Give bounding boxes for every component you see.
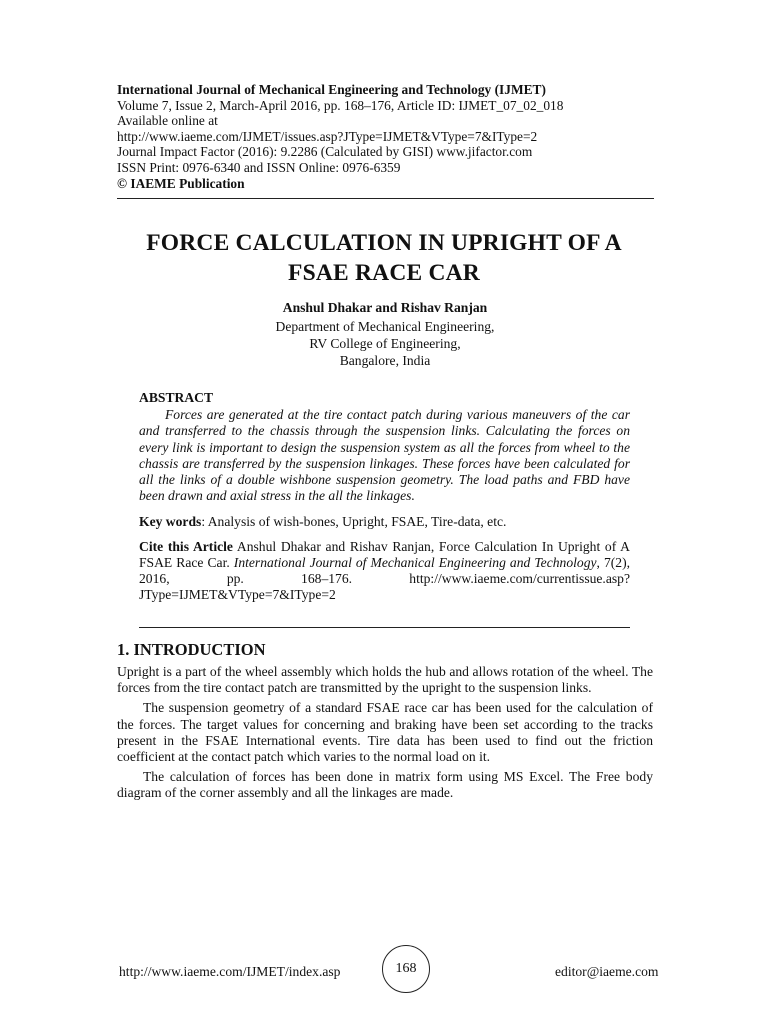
page-number-text: 168 — [395, 961, 417, 976]
intro-paragraph-2: The suspension geometry of a standard FSAE race car has been used for the calculation of the forces. The target values for concerning and braking have been set according to the tracks present in the FSAE International events. Tire data has been used to find out the friction coefficient at the contact patch which varies to the normal load on it. — [117, 700, 653, 765]
affiliation — [117, 318, 653, 369]
abstract-text: Forces are generated at the tire contact patch during various maneuvers of the car and transferred to the chassis through the suspension links. Calculating the forces on every link is important to design the suspension system as all the forces from wheel to the chassis are transferred by the suspension linkages. These forces have been calculated for all the links of a double wishbone suspension geometry. The load paths and FBD have been drawn and axial stress in the all the linkages. — [139, 407, 630, 504]
impact-factor: Journal Impact Factor (2016): 9.2286 (Calculated by GISI) www.jifactor.com — [117, 144, 533, 160]
affiliation-city: Bangalore, India — [339, 353, 431, 368]
intro-paragraph-3: The calculation of forces has been done in matrix form using MS Excel. The Free body diagram of the corner assembly and all the linkages are made. — [117, 769, 653, 801]
header-divider — [117, 198, 654, 199]
footer-email[interactable]: editor@iaeme.com — [555, 964, 659, 979]
cite-url[interactable]: http://www.iaeme.com/currentissue.asp?JType=IJMET&VType=7&IType=2 — [139, 571, 630, 603]
footer-url[interactable]: http://www.iaeme.com/IJMET/index.asp — [119, 964, 341, 979]
paper-title — [90, 228, 678, 288]
title-line-2: FSAE RACE CAR — [288, 260, 480, 286]
page-number — [382, 945, 430, 993]
keywords-label: Key words — [139, 514, 202, 530]
keywords-text: : Analysis of wish-bones, Upright, FSAE, Tire-data, etc. — [201, 514, 507, 530]
cite-journal: International Journal of Mechanical Engineering and Technology — [233, 554, 597, 570]
affiliation-college: RV College of Engineering, — [309, 336, 461, 351]
abstract-block — [139, 390, 630, 603]
title-line-1: FORCE CALCULATION IN UPRIGHT OF A — [146, 230, 622, 256]
intro-paragraph-1: Upright is a part of the wheel assembly which holds the hub and allows rotation of the wheel. The forces from the tire contact patch are transmitted by the upright to the suspension links. — [117, 664, 653, 696]
journal-volume: Volume 7, Issue 2, March-April 2016, pp. 168–176, Article ID: IJMET_07_02_018 — [117, 97, 564, 113]
keywords — [139, 514, 630, 530]
journal-name: International Journal of Mechanical Engineering and Technology (IJMET) — [117, 82, 546, 97]
abstract-divider — [139, 627, 630, 628]
cite-label: Cite this Article — [139, 538, 233, 554]
section-heading-introduction: 1. INTRODUCTION — [117, 640, 266, 659]
publisher: © IAEME Publication — [117, 175, 245, 191]
available-online: Available online at — [117, 113, 218, 129]
authors: Anshul Dhakar and Rishav Ranjan — [282, 300, 488, 315]
citation — [139, 539, 630, 604]
affiliation-dept: Department of Mechanical Engineering, — [275, 319, 495, 334]
journal-url[interactable]: http://www.iaeme.com/IJMET/issues.asp?JType=IJMET&VType=7&IType=2 — [117, 128, 538, 144]
cite-text: Anshul Dhakar and Rishav Ranjan, Force Calculation In Upright of A FSAE Race Car. — [139, 538, 631, 570]
issn: ISSN Print: 0976-6340 and ISSN Online: 0976-6359 — [117, 159, 401, 175]
cite-details: , 7(2), 2016, pp. 168–176. — [139, 554, 631, 587]
abstract-heading: ABSTRACT — [139, 390, 214, 405]
journal-header — [117, 82, 653, 191]
introduction-body — [117, 664, 653, 806]
